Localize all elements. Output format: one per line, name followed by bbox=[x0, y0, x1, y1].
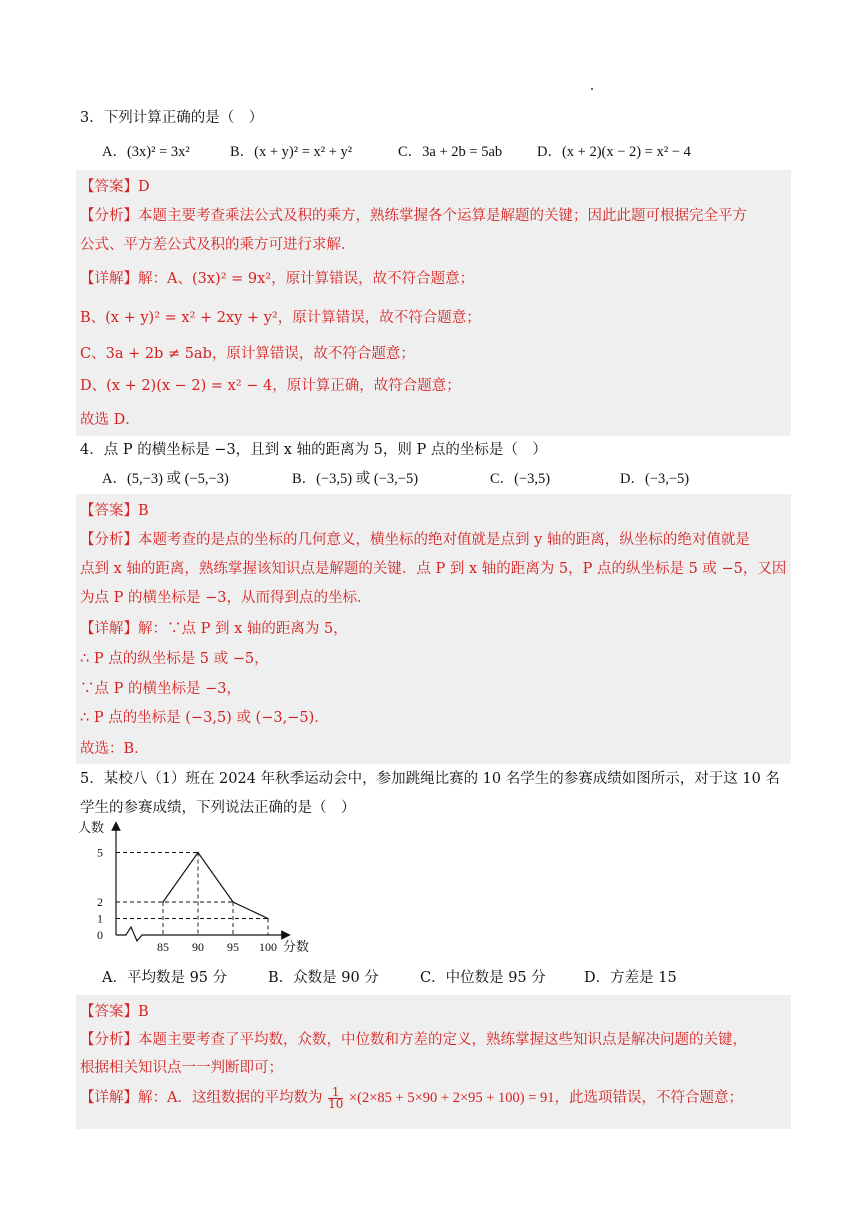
chart-axes bbox=[116, 826, 286, 941]
q3-detail-b: B、(x + y)² = x² + 2xy + y²，原计算错误，故不符合题意； bbox=[80, 310, 481, 326]
q3-conclusion: 故选 D． bbox=[80, 412, 140, 428]
q4-detail-line3: ∵点 P 的横坐标是 −3， bbox=[80, 681, 241, 697]
q4-analysis-line1: 【分析】本题考查的是点的坐标的几何意义，横坐标的绝对值就是点到 y 轴的距离，纵坐标的绝对值就是 bbox=[80, 532, 750, 548]
q5-option-c: C．中位数是 95 分 bbox=[420, 970, 546, 986]
q4-conclusion: 故选：B． bbox=[80, 741, 149, 757]
y-tick-label: 0 bbox=[97, 928, 103, 942]
q3-option-b: B．(x + y)² = x² + y² bbox=[230, 144, 353, 160]
x-tick-label: 85 bbox=[157, 940, 169, 954]
q3-answer: 【答案】D bbox=[80, 179, 150, 195]
q4-stem: 4．点 P 的横坐标是 −3，且到 x 轴的距离为 5，则 P 点的坐标是（ ） bbox=[80, 442, 547, 458]
q4-analysis-line2: 点到 x 轴的距离，熟练掌握该知识点是解题的关键．点 P 到 x 轴的距离为 5，P 点的纵坐标是 5 或 −5，又因 bbox=[80, 561, 787, 577]
q5-detail-line bbox=[80, 1086, 743, 1110]
chart-series bbox=[162, 852, 269, 920]
q5-analysis-line1: 【分析】本题主要考查了平均数，众数，中位数和方差的定义，熟练掌握这些知识点是解决问题的关键， bbox=[80, 1032, 747, 1048]
q4-solution-box bbox=[76, 494, 791, 764]
q3-analysis-line1: 【分析】本题主要考查乘法公式及积的乘方，熟练掌握各个运算是解题的关键；因此此题可根据完全平方 bbox=[80, 208, 747, 224]
y-tick-label: 2 bbox=[97, 895, 103, 909]
q4-option-a: A．(5,−3) 或 (−5,−3) bbox=[102, 471, 229, 487]
x-tick-label: 90 bbox=[192, 940, 204, 954]
q5-fraction bbox=[328, 1084, 344, 1111]
q5-solution-box bbox=[76, 995, 791, 1129]
page-speck bbox=[591, 88, 593, 90]
q3-stem: 3．下列计算正确的是（ ） bbox=[80, 110, 264, 126]
x-axis-label: 分数 bbox=[283, 939, 310, 954]
data-point bbox=[197, 852, 199, 854]
x-tick-label: 95 bbox=[227, 940, 239, 954]
series-line bbox=[163, 853, 268, 919]
chart-guide-lines bbox=[116, 853, 268, 936]
q4-detail-line4: ∴ P 点的坐标是 (−3,5) 或 (−3,−5)． bbox=[80, 710, 329, 726]
data-point bbox=[267, 918, 269, 920]
x-axis bbox=[116, 927, 286, 941]
q3-option-a: A．(3x)² = 3x² bbox=[102, 144, 190, 160]
y-axis-label: 人数 bbox=[78, 820, 105, 835]
y-tick-label: 1 bbox=[97, 911, 103, 926]
q4-answer: 【答案】B bbox=[80, 503, 149, 519]
q5-detail-prefix: 【详解】解：A．这组数据的平均数为 bbox=[80, 1090, 323, 1106]
y-tick-label: 5 bbox=[97, 845, 103, 860]
q4-detail-line2: ∴ P 点的纵坐标是 5 或 −5， bbox=[80, 651, 269, 667]
data-point bbox=[162, 901, 164, 903]
q5-option-a: A．平均数是 95 分 bbox=[102, 970, 228, 986]
q5-fraction-denominator: 10 bbox=[328, 1096, 344, 1111]
q4-analysis-line3: 为点 P 的横坐标是 −3，从而得到点的坐标． bbox=[80, 590, 372, 606]
q4-detail-line1: 【详解】解：∵点 P 到 x 轴的距离为 5， bbox=[80, 621, 348, 637]
q5-stem-line1: 5．某校八（1）班在 2024 年秋季运动会中，参加跳绳比赛的 10 名学生的参赛成绩如图所示，对于这 10 名 bbox=[80, 771, 780, 787]
q5-line-chart bbox=[70, 818, 330, 958]
q3-detail-a: 【详解】解：A、(3x)² = 9x²，原计算错误，故不符合题意； bbox=[80, 271, 475, 287]
q4-option-b: B．(−3,5) 或 (−3,−5) bbox=[292, 471, 419, 487]
q4-option-c: C．(−3,5) bbox=[490, 471, 551, 487]
q3-option-c: C．3a + 2b = 5ab bbox=[398, 144, 503, 160]
q5-answer: 【答案】B bbox=[80, 1004, 149, 1020]
q5-option-b: B．众数是 90 分 bbox=[268, 970, 379, 986]
q3-solution-box bbox=[76, 170, 791, 436]
chart-labels bbox=[78, 820, 309, 954]
q3-detail-d: D、(x + 2)(x − 2) = x² − 4，原计算正确，故符合题意； bbox=[80, 378, 461, 394]
q4-option-d: D．(−3,−5) bbox=[620, 471, 690, 487]
q3-detail-c: C、3a + 2b ≠ 5ab，原计算错误，故不符合题意； bbox=[80, 346, 415, 362]
q5-detail-suffix: ×(2×85 + 5×90 + 2×95 + 100) = 91，此选项错误，不符合题意； bbox=[348, 1090, 744, 1106]
q3-option-d: D．(x + 2)(x − 2) = x² − 4 bbox=[537, 144, 691, 160]
x-tick-label: 100 bbox=[259, 940, 277, 954]
q3-analysis-line2: 公式、平方差公式及积的乘方可进行求解． bbox=[80, 237, 356, 253]
data-point bbox=[232, 901, 234, 903]
q5-stem-line2: 学生的参赛成绩，下列说法正确的是（ ） bbox=[80, 800, 356, 816]
q5-analysis-line2: 根据相关知识点一一判断即可； bbox=[80, 1060, 283, 1076]
q5-option-d: D．方差是 15 bbox=[584, 970, 677, 986]
q5-fraction-numerator: 1 bbox=[328, 1087, 343, 1099]
